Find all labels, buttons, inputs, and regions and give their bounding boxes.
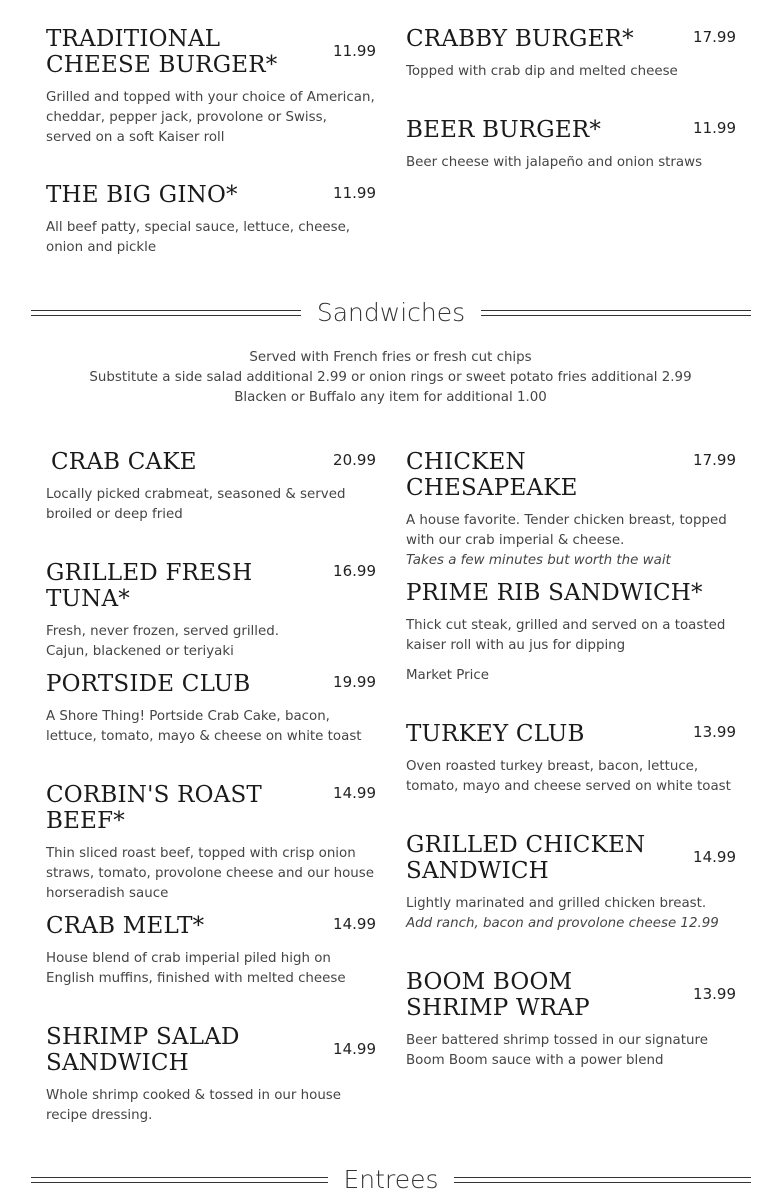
item-name: CRAB CAKE xyxy=(51,449,197,475)
item-description: Oven roasted turkey breast, bacon, lettuce, tomato, mayo and cheese served on white toast xyxy=(406,759,731,794)
item-name: CHICKEN CHESAPEAKE xyxy=(406,449,578,501)
menu-item xyxy=(46,182,376,258)
item-description: Beer cheese with jalapeño and onion straws xyxy=(406,155,703,170)
item-name: THE BIG GINO* xyxy=(46,182,238,208)
item-price: 13.99 xyxy=(693,723,736,741)
item-name: CRAB MELT* xyxy=(46,913,205,939)
menu-item xyxy=(406,832,736,934)
section-divider-sandwiches xyxy=(31,298,751,327)
intro-line: Served with French fries or fresh cut chips xyxy=(249,350,532,365)
item-description: A house favorite. Tender chicken breast, topped with our crab imperial & cheese. Takes a few minutes but worth the wait xyxy=(406,511,736,571)
menu-item xyxy=(46,26,376,148)
item-note: Takes a few minutes but worth the wait xyxy=(406,553,671,568)
item-name: CORBIN'S ROAST BEEF* xyxy=(46,782,262,834)
item-description: Locally picked crabmeat, seasoned & served broiled or deep fried xyxy=(46,487,346,522)
item-name: PORTSIDE CLUB xyxy=(46,671,251,697)
section-title: Sandwiches xyxy=(316,298,466,327)
item-description: Lightly marinated and grilled chicken breast. Add ranch, bacon and provolone cheese 12.99 xyxy=(406,894,736,934)
item-description: Thin sliced roast beef, topped with crisp onion straws, tomato, provolone cheese and our house horseradish sauce xyxy=(46,846,375,901)
intro-line: Blacken or Buffalo any item for additional 1.00 xyxy=(234,390,547,405)
item-price: 11.99 xyxy=(333,42,376,60)
item-note: Add ranch, bacon and provolone cheese 12.99 xyxy=(406,916,719,931)
item-description: A Shore Thing! Portside Crab Cake, bacon, lettuce, tomato, mayo & cheese on white toast xyxy=(46,709,362,744)
menu-item xyxy=(46,913,376,989)
item-description: Thick cut steak, grilled and served on a toasted kaiser roll with au jus for dipping xyxy=(406,618,726,653)
market-price: Market Price xyxy=(406,668,489,683)
item-description: Whole shrimp cooked & tossed in our house recipe dressing. xyxy=(46,1088,342,1123)
item-name: TRADITIONAL CHEESE BURGER* xyxy=(46,26,278,78)
item-description: Grilled and topped with your choice of American, cheddar, pepper jack, provolone or Swiss, served on a soft Kaiser roll xyxy=(46,90,375,145)
item-price: 17.99 xyxy=(693,451,736,469)
menu-item xyxy=(406,117,736,173)
item-price: 11.99 xyxy=(693,119,736,137)
divider-line xyxy=(31,1177,328,1183)
item-price: 19.99 xyxy=(333,673,376,691)
section-title: Entrees xyxy=(343,1165,439,1194)
menu-item xyxy=(406,721,736,797)
item-price: 16.99 xyxy=(333,562,376,580)
item-description: Beer battered shrimp tossed in our signature Boom Boom sauce with a power blend xyxy=(406,1033,708,1068)
item-name: TURKEY CLUB xyxy=(406,721,585,747)
divider-line xyxy=(31,310,301,316)
section-intro xyxy=(0,348,781,408)
item-description: Fresh, never frozen, served grilled. Cajun, blackened or teriyaki xyxy=(46,624,279,659)
item-name: SHRIMP SALAD SANDWICH xyxy=(46,1024,240,1076)
item-name: GRILLED CHICKEN SANDWICH xyxy=(406,832,646,884)
item-name: CRABBY BURGER* xyxy=(406,26,634,52)
item-price: 17.99 xyxy=(693,28,736,46)
section-divider-entrees xyxy=(31,1165,751,1194)
item-price: 14.99 xyxy=(333,1040,376,1058)
item-price: 14.99 xyxy=(333,915,376,933)
intro-line: Substitute a side salad additional 2.99 or onion rings or sweet potato fries additional 2.99 xyxy=(89,370,692,385)
item-price: 11.99 xyxy=(333,184,376,202)
menu-item xyxy=(46,782,376,904)
divider-line xyxy=(481,310,751,316)
item-name: BEER BURGER* xyxy=(406,117,602,143)
item-description: Topped with crab dip and melted cheese xyxy=(406,64,678,79)
item-description: All beef patty, special sauce, lettuce, cheese, onion and pickle xyxy=(46,220,351,255)
menu-item xyxy=(406,580,736,686)
item-price: 14.99 xyxy=(333,784,376,802)
menu-item xyxy=(46,671,376,747)
item-description: House blend of crab imperial piled high on English muffins, finished with melted cheese xyxy=(46,951,346,986)
item-name: BOOM BOOM SHRIMP WRAP xyxy=(406,969,590,1021)
menu-item xyxy=(46,449,376,525)
item-name: GRILLED FRESH TUNA* xyxy=(46,560,253,612)
menu-item xyxy=(406,26,736,82)
item-price: 14.99 xyxy=(693,848,736,866)
item-price: 20.99 xyxy=(333,451,376,469)
item-name: PRIME RIB SANDWICH* xyxy=(406,580,703,606)
menu-item xyxy=(46,560,376,662)
menu-item xyxy=(406,969,736,1071)
item-price: 13.99 xyxy=(693,985,736,1003)
divider-line xyxy=(454,1177,751,1183)
menu-item xyxy=(406,449,736,571)
menu-item xyxy=(46,1024,376,1126)
